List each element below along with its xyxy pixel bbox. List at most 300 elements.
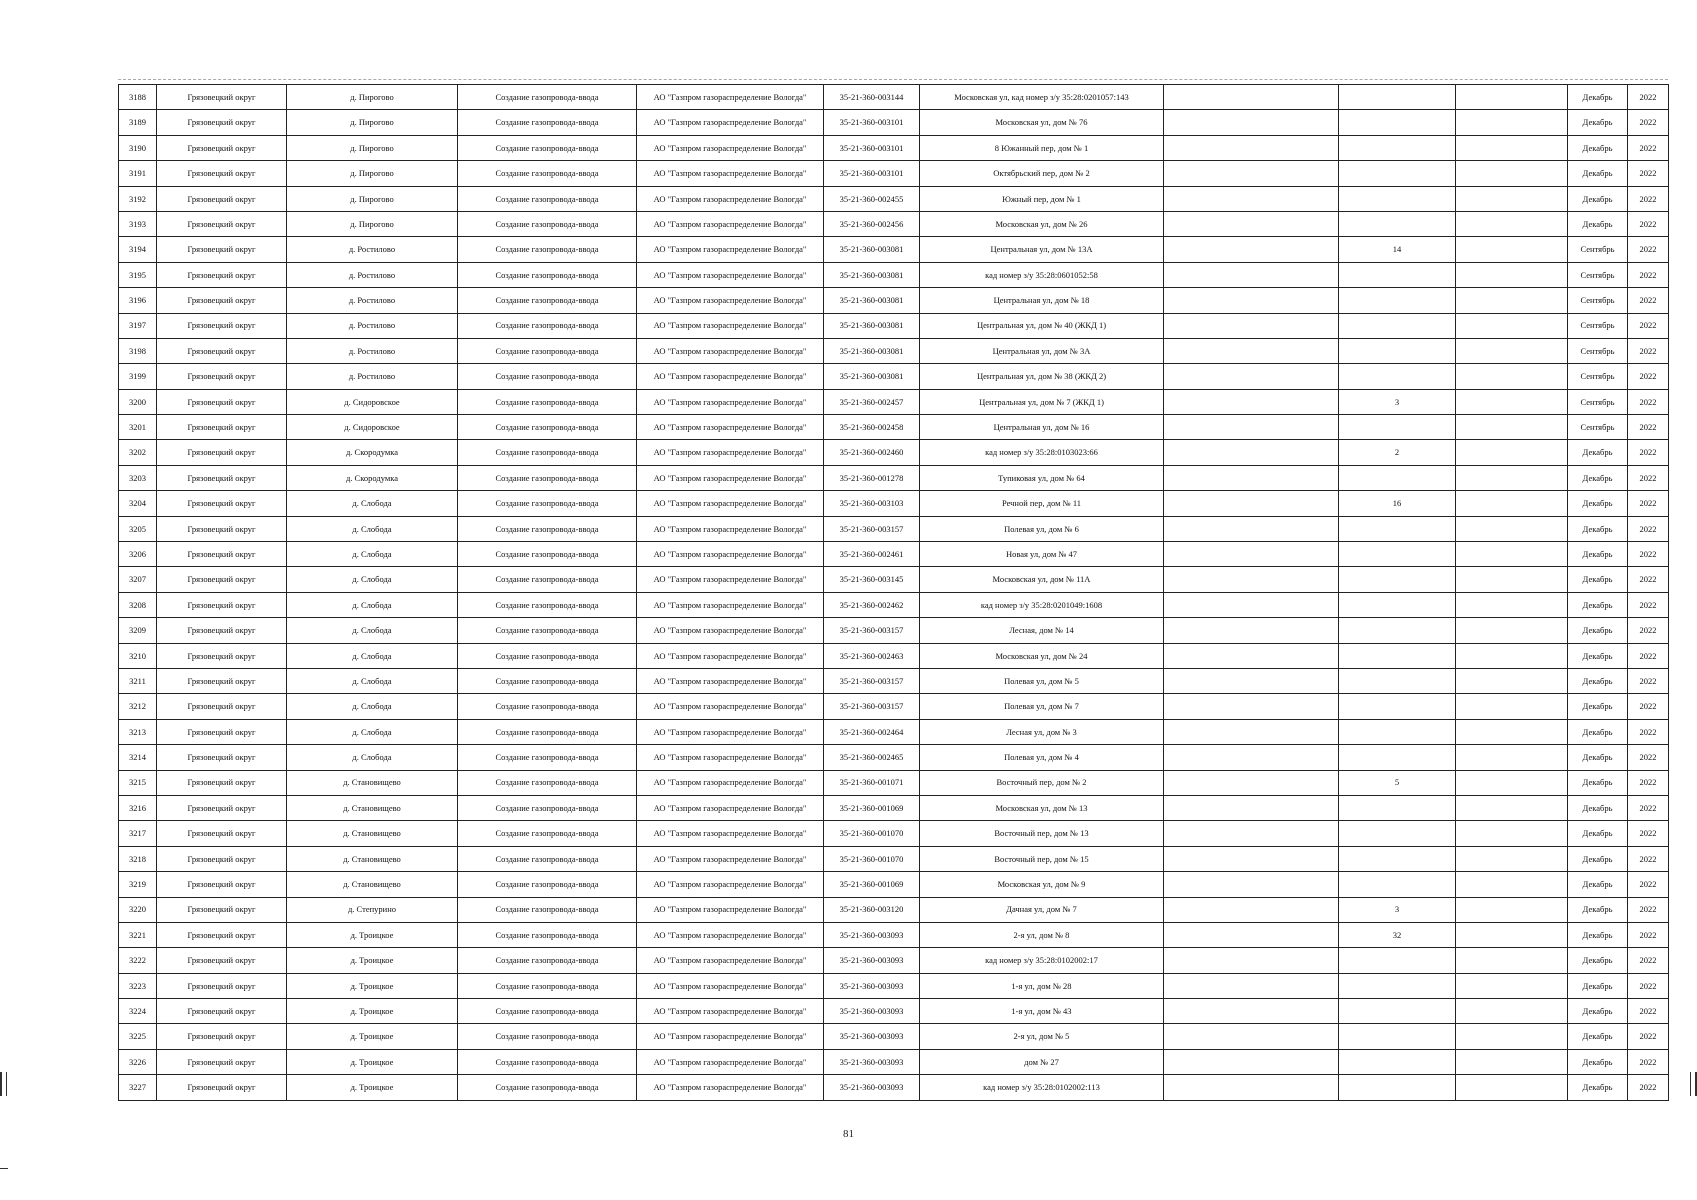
cell-work-type: Создание газопровода-ввода — [458, 973, 637, 998]
table-row — [119, 719, 1669, 744]
cell-program-code: 35-21-360-003093 — [824, 1075, 920, 1100]
cell-extra-1 — [1164, 719, 1339, 744]
cell-year: 2022 — [1628, 618, 1669, 643]
cell-work-type: Создание газопровода-ввода — [458, 668, 637, 693]
cell-extra-1 — [1164, 948, 1339, 973]
cell-year: 2022 — [1628, 516, 1669, 541]
cell-organization: АО "Газпром газораспределение Вологда" — [637, 897, 824, 922]
cell-district: Грязовецкий округ — [157, 110, 287, 135]
table-row — [119, 618, 1669, 643]
cell-month: Декабрь — [1568, 1024, 1628, 1049]
cell-address: Московская ул, дом № 13 — [920, 795, 1164, 820]
cell-settlement: д. Скородумка — [287, 440, 458, 465]
cell-district: Грязовецкий округ — [157, 542, 287, 567]
cell-work-type: Создание газопровода-ввода — [458, 516, 637, 541]
cell-extra-2 — [1456, 516, 1568, 541]
cell-quantity — [1339, 1075, 1456, 1100]
cell-month: Сентябрь — [1568, 288, 1628, 313]
cell-year: 2022 — [1628, 542, 1669, 567]
cell-settlement: д. Слобода — [287, 491, 458, 516]
cell-settlement: д. Степурино — [287, 897, 458, 922]
cell-extra-2 — [1456, 262, 1568, 287]
cell-district: Грязовецкий округ — [157, 516, 287, 541]
cell-program-code: 35-21-360-002463 — [824, 643, 920, 668]
table-row — [119, 288, 1669, 313]
table-row — [119, 186, 1669, 211]
cell-work-type: Создание газопровода-ввода — [458, 440, 637, 465]
cell-address: 1-я ул, дом № 28 — [920, 973, 1164, 998]
cell-extra-1 — [1164, 694, 1339, 719]
cell-quantity — [1339, 999, 1456, 1024]
cell-work-type: Создание газопровода-ввода — [458, 364, 637, 389]
cell-work-type: Создание газопровода-ввода — [458, 770, 637, 795]
cell-settlement: д. Слобода — [287, 592, 458, 617]
cell-district: Грязовецкий округ — [157, 85, 287, 110]
cell-extra-2 — [1456, 922, 1568, 947]
cell-extra-2 — [1456, 364, 1568, 389]
cell-extra-1 — [1164, 161, 1339, 186]
cell-row-number: 3204 — [119, 491, 157, 516]
cell-extra-2 — [1456, 668, 1568, 693]
cell-address: кад номер з/у 35:28:0102002:17 — [920, 948, 1164, 973]
cell-year: 2022 — [1628, 821, 1669, 846]
cell-address: Московская ул, дом № 11А — [920, 567, 1164, 592]
cell-quantity — [1339, 1049, 1456, 1074]
cell-year: 2022 — [1628, 897, 1669, 922]
cell-district: Грязовецкий округ — [157, 465, 287, 490]
cell-month: Декабрь — [1568, 1075, 1628, 1100]
cell-organization: АО "Газпром газораспределение Вологда" — [637, 1049, 824, 1074]
cell-address: Московская ул, дом № 26 — [920, 211, 1164, 236]
cell-year: 2022 — [1628, 846, 1669, 871]
cell-address: дом № 27 — [920, 1049, 1164, 1074]
cell-extra-1 — [1164, 186, 1339, 211]
cell-extra-1 — [1164, 973, 1339, 998]
cell-extra-2 — [1456, 999, 1568, 1024]
cell-year: 2022 — [1628, 999, 1669, 1024]
cell-district: Грязовецкий округ — [157, 161, 287, 186]
cell-settlement: д. Слобода — [287, 745, 458, 770]
cell-settlement: д. Ростилово — [287, 262, 458, 287]
cell-row-number: 3190 — [119, 135, 157, 160]
cell-extra-2 — [1456, 948, 1568, 973]
cell-year: 2022 — [1628, 745, 1669, 770]
cell-row-number: 3192 — [119, 186, 157, 211]
cell-program-code: 35-21-360-003145 — [824, 567, 920, 592]
cell-organization: АО "Газпром газораспределение Вологда" — [637, 719, 824, 744]
cell-row-number: 3197 — [119, 313, 157, 338]
cell-year: 2022 — [1628, 1024, 1669, 1049]
cell-settlement: д. Троицкое — [287, 1024, 458, 1049]
cell-organization: АО "Газпром газораспределение Вологда" — [637, 1075, 824, 1100]
cell-year: 2022 — [1628, 288, 1669, 313]
cell-month: Декабрь — [1568, 618, 1628, 643]
cell-quantity — [1339, 846, 1456, 871]
cell-address: кад номер з/у 35:28:0103023:66 — [920, 440, 1164, 465]
cell-organization: АО "Газпром газораспределение Вологда" — [637, 948, 824, 973]
cell-row-number: 3214 — [119, 745, 157, 770]
cell-extra-1 — [1164, 922, 1339, 947]
table-row — [119, 643, 1669, 668]
table-row — [119, 491, 1669, 516]
cell-month: Декабрь — [1568, 542, 1628, 567]
cell-organization: АО "Газпром газораспределение Вологда" — [637, 338, 824, 363]
cell-district: Грязовецкий округ — [157, 313, 287, 338]
cell-month: Декабрь — [1568, 821, 1628, 846]
cell-organization: АО "Газпром газораспределение Вологда" — [637, 745, 824, 770]
cell-quantity: 32 — [1339, 922, 1456, 947]
cell-extra-2 — [1456, 694, 1568, 719]
cell-district: Грязовецкий округ — [157, 973, 287, 998]
cell-work-type: Создание газопровода-ввода — [458, 694, 637, 719]
cell-work-type: Создание газопровода-ввода — [458, 389, 637, 414]
cell-month: Декабрь — [1568, 872, 1628, 897]
cell-extra-1 — [1164, 846, 1339, 871]
cell-extra-2 — [1456, 719, 1568, 744]
cell-year: 2022 — [1628, 872, 1669, 897]
cell-settlement: д. Слобода — [287, 643, 458, 668]
cell-settlement: д. Становищево — [287, 795, 458, 820]
cell-program-code: 35-21-360-002457 — [824, 389, 920, 414]
cell-organization: АО "Газпром газораспределение Вологда" — [637, 922, 824, 947]
cell-quantity — [1339, 973, 1456, 998]
cell-district: Грязовецкий округ — [157, 237, 287, 262]
cell-extra-2 — [1456, 770, 1568, 795]
cell-extra-2 — [1456, 161, 1568, 186]
cell-district: Грязовецкий округ — [157, 440, 287, 465]
cell-extra-2 — [1456, 795, 1568, 820]
cell-extra-1 — [1164, 313, 1339, 338]
table-row — [119, 745, 1669, 770]
cell-month: Декабрь — [1568, 110, 1628, 135]
cell-district: Грязовецкий округ — [157, 338, 287, 363]
cell-address: Восточный пер, дом № 2 — [920, 770, 1164, 795]
cell-quantity — [1339, 567, 1456, 592]
cell-extra-1 — [1164, 770, 1339, 795]
cell-row-number: 3217 — [119, 821, 157, 846]
cell-program-code: 35-21-360-002455 — [824, 186, 920, 211]
cell-organization: АО "Газпром газораспределение Вологда" — [637, 262, 824, 287]
cell-year: 2022 — [1628, 161, 1669, 186]
cell-organization: АО "Газпром газораспределение Вологда" — [637, 364, 824, 389]
cell-settlement: д. Ростилово — [287, 288, 458, 313]
cell-settlement: д. Слобода — [287, 694, 458, 719]
cell-quantity — [1339, 288, 1456, 313]
table-row — [119, 948, 1669, 973]
cell-year: 2022 — [1628, 668, 1669, 693]
cell-extra-2 — [1456, 846, 1568, 871]
table-row — [119, 821, 1669, 846]
cell-year: 2022 — [1628, 186, 1669, 211]
cell-row-number: 3200 — [119, 389, 157, 414]
cell-extra-1 — [1164, 897, 1339, 922]
cell-work-type: Создание газопровода-ввода — [458, 795, 637, 820]
cell-year: 2022 — [1628, 211, 1669, 236]
cell-program-code: 35-21-360-003157 — [824, 618, 920, 643]
cell-organization: АО "Газпром газораспределение Вологда" — [637, 846, 824, 871]
cell-year: 2022 — [1628, 948, 1669, 973]
cell-district: Грязовецкий округ — [157, 211, 287, 236]
table-row — [119, 846, 1669, 871]
cell-extra-2 — [1456, 211, 1568, 236]
cell-quantity — [1339, 821, 1456, 846]
cell-address: Восточный пер, дом № 13 — [920, 821, 1164, 846]
cell-district: Грязовецкий округ — [157, 135, 287, 160]
cell-quantity — [1339, 668, 1456, 693]
cell-year: 2022 — [1628, 491, 1669, 516]
table-row — [119, 516, 1669, 541]
cell-settlement: д. Троицкое — [287, 1075, 458, 1100]
cell-settlement: д. Троицкое — [287, 999, 458, 1024]
cell-program-code: 35-21-360-002461 — [824, 542, 920, 567]
table-row — [119, 161, 1669, 186]
cell-quantity — [1339, 313, 1456, 338]
cell-extra-1 — [1164, 872, 1339, 897]
cell-work-type: Создание газопровода-ввода — [458, 186, 637, 211]
cell-district: Грязовецкий округ — [157, 592, 287, 617]
cell-quantity — [1339, 592, 1456, 617]
cell-settlement: д. Сидоровское — [287, 389, 458, 414]
cell-month: Декабрь — [1568, 846, 1628, 871]
cell-organization: АО "Газпром газораспределение Вологда" — [637, 110, 824, 135]
cell-settlement: д. Становищево — [287, 770, 458, 795]
table-row — [119, 592, 1669, 617]
cell-row-number: 3222 — [119, 948, 157, 973]
cell-extra-1 — [1164, 262, 1339, 287]
cell-address: Центральная ул, дом № 40 (ЖКД 1) — [920, 313, 1164, 338]
cell-organization: АО "Газпром газораспределение Вологда" — [637, 618, 824, 643]
cell-address: Центральная ул, дом № 3А — [920, 338, 1164, 363]
cell-organization: АО "Газпром газораспределение Вологда" — [637, 694, 824, 719]
cell-month: Декабрь — [1568, 795, 1628, 820]
cell-extra-1 — [1164, 288, 1339, 313]
cell-quantity — [1339, 415, 1456, 440]
cell-quantity — [1339, 1024, 1456, 1049]
gasification-table — [118, 84, 1669, 1101]
cell-settlement: д. Пирогово — [287, 186, 458, 211]
cell-month: Сентябрь — [1568, 364, 1628, 389]
cell-extra-2 — [1456, 745, 1568, 770]
cell-month: Декабрь — [1568, 897, 1628, 922]
cell-quantity: 5 — [1339, 770, 1456, 795]
cell-organization: АО "Газпром газораспределение Вологда" — [637, 542, 824, 567]
cell-program-code: 35-21-360-003157 — [824, 516, 920, 541]
cell-address: Полевая ул, дом № 6 — [920, 516, 1164, 541]
cell-extra-2 — [1456, 313, 1568, 338]
cell-extra-1 — [1164, 440, 1339, 465]
cell-month: Сентябрь — [1568, 389, 1628, 414]
cell-address: кад номер з/у 35:28:0601052:58 — [920, 262, 1164, 287]
cell-district: Грязовецкий округ — [157, 719, 287, 744]
top-edge-scan-line — [118, 79, 1668, 80]
cell-organization: АО "Газпром газораспределение Вологда" — [637, 85, 824, 110]
cell-organization: АО "Газпром газораспределение Вологда" — [637, 516, 824, 541]
cell-organization: АО "Газпром газораспределение Вологда" — [637, 465, 824, 490]
cell-settlement: д. Слобода — [287, 567, 458, 592]
cell-row-number: 3221 — [119, 922, 157, 947]
cell-year: 2022 — [1628, 719, 1669, 744]
cell-work-type: Создание газопровода-ввода — [458, 85, 637, 110]
cell-organization: АО "Газпром газораспределение Вологда" — [637, 592, 824, 617]
cell-quantity: 3 — [1339, 897, 1456, 922]
cell-work-type: Создание газопровода-ввода — [458, 161, 637, 186]
cell-organization: АО "Газпром газораспределение Вологда" — [637, 643, 824, 668]
cell-extra-2 — [1456, 415, 1568, 440]
cell-work-type: Создание газопровода-ввода — [458, 846, 637, 871]
cell-work-type: Создание газопровода-ввода — [458, 110, 637, 135]
cell-organization: АО "Газпром газораспределение Вологда" — [637, 821, 824, 846]
table-row — [119, 389, 1669, 414]
cell-quantity — [1339, 211, 1456, 236]
cell-extra-2 — [1456, 821, 1568, 846]
table-row — [119, 85, 1669, 110]
cell-organization: АО "Газпром газораспределение Вологда" — [637, 313, 824, 338]
cell-work-type: Создание газопровода-ввода — [458, 643, 637, 668]
cell-organization: АО "Газпром газораспределение Вологда" — [637, 211, 824, 236]
cell-year: 2022 — [1628, 389, 1669, 414]
cell-month: Декабрь — [1568, 770, 1628, 795]
cell-address: Лесная, дом № 14 — [920, 618, 1164, 643]
cell-district: Грязовецкий округ — [157, 999, 287, 1024]
cell-organization: АО "Газпром газораспределение Вологда" — [637, 186, 824, 211]
cell-settlement: д. Слобода — [287, 542, 458, 567]
cell-extra-1 — [1164, 237, 1339, 262]
cell-row-number: 3211 — [119, 668, 157, 693]
cell-settlement: д. Пирогово — [287, 135, 458, 160]
cell-work-type: Создание газопровода-ввода — [458, 237, 637, 262]
cell-quantity — [1339, 161, 1456, 186]
cell-district: Грязовецкий округ — [157, 846, 287, 871]
scan-edge-mark-right — [1690, 1072, 1697, 1096]
cell-year: 2022 — [1628, 313, 1669, 338]
cell-address: Центральная ул, дом № 16 — [920, 415, 1164, 440]
cell-settlement: д. Слобода — [287, 668, 458, 693]
cell-extra-1 — [1164, 364, 1339, 389]
cell-extra-1 — [1164, 1075, 1339, 1100]
cell-extra-1 — [1164, 795, 1339, 820]
cell-extra-2 — [1456, 465, 1568, 490]
cell-address: Полевая ул, дом № 5 — [920, 668, 1164, 693]
cell-organization: АО "Газпром газораспределение Вологда" — [637, 999, 824, 1024]
cell-month: Декабрь — [1568, 85, 1628, 110]
cell-extra-1 — [1164, 338, 1339, 363]
cell-district: Грязовецкий округ — [157, 186, 287, 211]
cell-address: кад номер з/у 35:28:0102002:113 — [920, 1075, 1164, 1100]
cell-district: Грязовецкий округ — [157, 1049, 287, 1074]
cell-program-code: 35-21-360-001069 — [824, 795, 920, 820]
cell-row-number: 3224 — [119, 999, 157, 1024]
cell-row-number: 3225 — [119, 1024, 157, 1049]
cell-row-number: 3196 — [119, 288, 157, 313]
cell-program-code: 35-21-360-003157 — [824, 668, 920, 693]
cell-extra-1 — [1164, 135, 1339, 160]
cell-extra-2 — [1456, 389, 1568, 414]
cell-year: 2022 — [1628, 1049, 1669, 1074]
cell-settlement: д. Ростилово — [287, 364, 458, 389]
cell-quantity — [1339, 516, 1456, 541]
cell-year: 2022 — [1628, 643, 1669, 668]
cell-month: Декабрь — [1568, 516, 1628, 541]
cell-year: 2022 — [1628, 567, 1669, 592]
cell-extra-1 — [1164, 491, 1339, 516]
cell-quantity — [1339, 618, 1456, 643]
cell-row-number: 3215 — [119, 770, 157, 795]
cell-address: Центральная ул, дом № 13А — [920, 237, 1164, 262]
cell-work-type: Создание газопровода-ввода — [458, 872, 637, 897]
cell-extra-1 — [1164, 567, 1339, 592]
cell-settlement: д. Становищево — [287, 872, 458, 897]
cell-program-code: 35-21-360-001278 — [824, 465, 920, 490]
cell-year: 2022 — [1628, 694, 1669, 719]
cell-program-code: 35-21-360-003157 — [824, 694, 920, 719]
cell-row-number: 3212 — [119, 694, 157, 719]
cell-district: Грязовецкий округ — [157, 821, 287, 846]
cell-quantity: 3 — [1339, 389, 1456, 414]
cell-row-number: 3191 — [119, 161, 157, 186]
table-row — [119, 973, 1669, 998]
cell-work-type: Создание газопровода-ввода — [458, 288, 637, 313]
cell-organization: АО "Газпром газораспределение Вологда" — [637, 389, 824, 414]
cell-program-code: 35-21-360-003093 — [824, 1024, 920, 1049]
cell-work-type: Создание газопровода-ввода — [458, 567, 637, 592]
cell-settlement: д. Пирогово — [287, 161, 458, 186]
cell-month: Декабрь — [1568, 999, 1628, 1024]
table-row — [119, 770, 1669, 795]
cell-extra-2 — [1456, 618, 1568, 643]
cell-organization: АО "Газпром газораспределение Вологда" — [637, 1024, 824, 1049]
cell-year: 2022 — [1628, 770, 1669, 795]
cell-year: 2022 — [1628, 415, 1669, 440]
cell-address: Московская ул, дом № 9 — [920, 872, 1164, 897]
cell-quantity — [1339, 338, 1456, 363]
table-row — [119, 110, 1669, 135]
cell-extra-2 — [1456, 897, 1568, 922]
cell-address: Центральная ул, дом № 18 — [920, 288, 1164, 313]
cell-work-type: Создание газопровода-ввода — [458, 1075, 637, 1100]
table-row — [119, 567, 1669, 592]
cell-work-type: Создание газопровода-ввода — [458, 313, 637, 338]
cell-settlement: д. Становищево — [287, 846, 458, 871]
table-row — [119, 668, 1669, 693]
cell-program-code: 35-21-360-002458 — [824, 415, 920, 440]
cell-quantity — [1339, 872, 1456, 897]
cell-month: Декабрь — [1568, 643, 1628, 668]
cell-address: Лесная ул, дом № 3 — [920, 719, 1164, 744]
scan-edge-mark-left — [0, 1072, 7, 1096]
page-number: 81 — [843, 1128, 854, 1140]
cell-district: Грязовецкий округ — [157, 288, 287, 313]
cell-extra-1 — [1164, 542, 1339, 567]
cell-month: Сентябрь — [1568, 262, 1628, 287]
cell-address: 2-я ул, дом № 8 — [920, 922, 1164, 947]
cell-program-code: 35-21-360-003101 — [824, 110, 920, 135]
cell-row-number: 3199 — [119, 364, 157, 389]
cell-month: Декабрь — [1568, 1049, 1628, 1074]
cell-row-number: 3189 — [119, 110, 157, 135]
cell-extra-2 — [1456, 491, 1568, 516]
cell-quantity — [1339, 694, 1456, 719]
table-row — [119, 999, 1669, 1024]
cell-settlement: д. Слобода — [287, 719, 458, 744]
cell-program-code: 35-21-360-003081 — [824, 237, 920, 262]
cell-organization: АО "Газпром газораспределение Вологда" — [637, 770, 824, 795]
table-row — [119, 465, 1669, 490]
cell-address: Новая ул, дом № 47 — [920, 542, 1164, 567]
cell-extra-1 — [1164, 592, 1339, 617]
cell-work-type: Создание газопровода-ввода — [458, 821, 637, 846]
cell-program-code: 35-21-360-001070 — [824, 821, 920, 846]
cell-program-code: 35-21-360-003081 — [824, 313, 920, 338]
